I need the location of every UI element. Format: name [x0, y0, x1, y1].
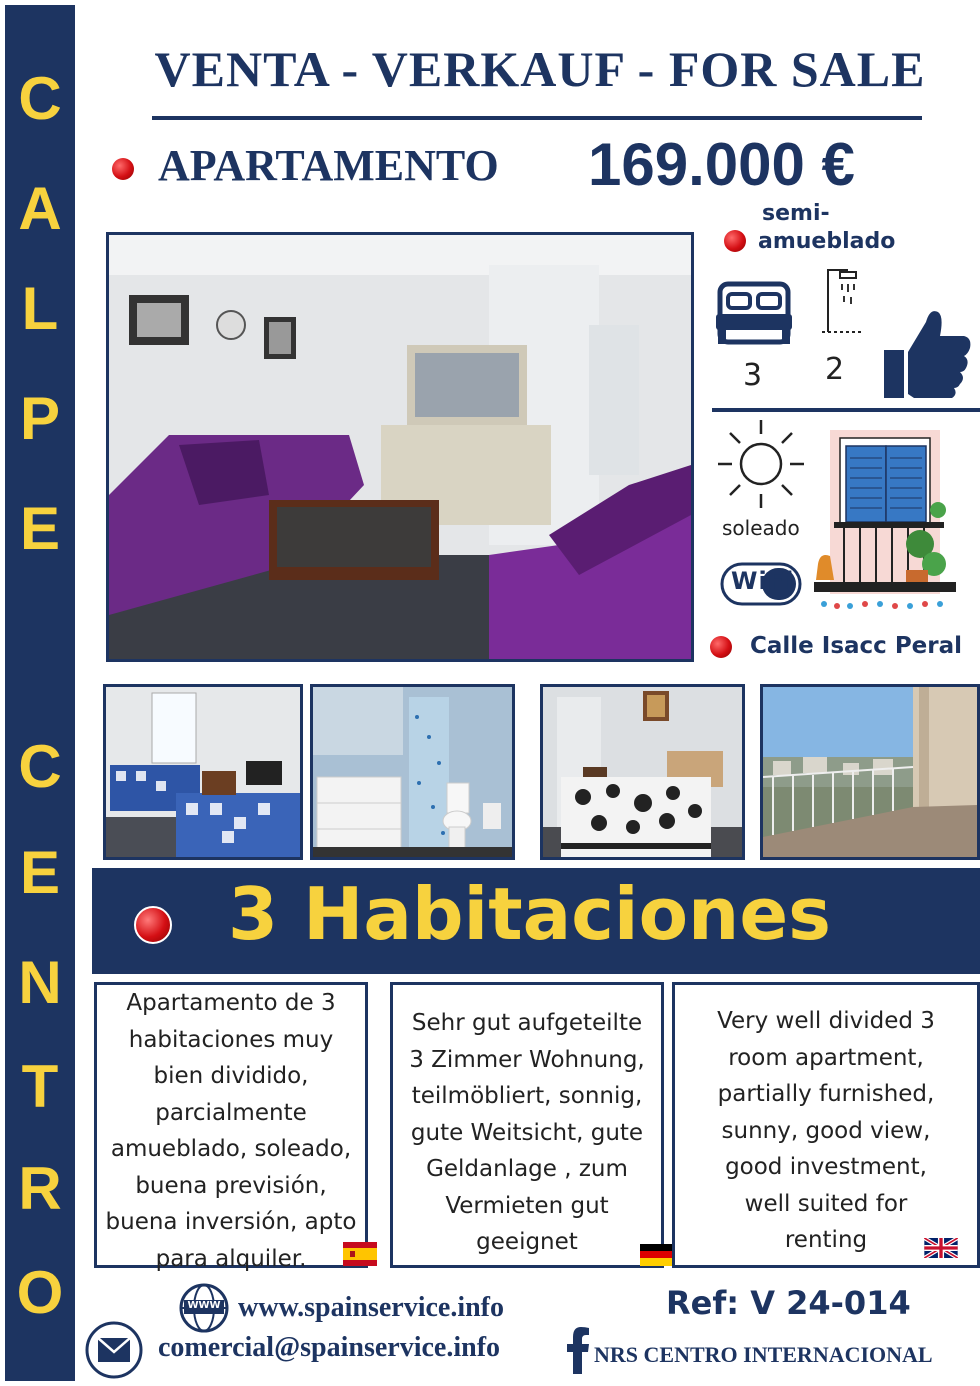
- property-type: APARTAMENTO: [158, 141, 499, 190]
- bullet-red-icon: [710, 636, 732, 658]
- description-line: 3 Zimmer Wohnung,: [409, 1046, 645, 1073]
- reference-number: Ref: V 24-014: [666, 1284, 911, 1322]
- description-line: bien dividido,: [153, 1063, 309, 1089]
- sidebar-letter: A: [18, 175, 62, 242]
- bullet-red-icon: [134, 906, 172, 944]
- description-line: buena previsión,: [135, 1172, 327, 1199]
- spain-flag-icon: [343, 1242, 377, 1270]
- street-address: Calle Isacc Peral: [750, 633, 963, 659]
- bathrooms-count: 2: [825, 352, 845, 387]
- description-line: well suited for: [744, 1190, 908, 1217]
- page-title: VENTA - VERKAUF - FOR SALE: [154, 41, 926, 97]
- description-en: [672, 982, 980, 1268]
- description-line: habitaciones muy: [128, 1026, 334, 1053]
- bullet-red-icon: [112, 158, 134, 180]
- description-line: geeignet: [476, 1229, 578, 1255]
- main-photo-living-room: [106, 232, 694, 662]
- wifi-label: WiFi: [731, 567, 795, 595]
- sidebar-letter: C: [18, 65, 62, 132]
- sidebar-letter: R: [18, 1155, 62, 1222]
- description-line: buena inversión, apto: [105, 1209, 357, 1235]
- germany-flag-icon: [640, 1244, 674, 1270]
- description-line: parcialmente: [155, 1099, 307, 1126]
- sidebar-calpe-centro: [5, 5, 75, 1381]
- bedrooms-count: 3: [743, 358, 763, 393]
- description-line: Sehr gut aufgeteilte: [411, 1010, 643, 1036]
- sidebar-letter: E: [19, 495, 61, 562]
- furnishing-line: amueblado: [758, 229, 896, 254]
- description-line: amueblado, soleado,: [110, 1136, 352, 1162]
- description-line: Very well divided 3: [717, 1008, 935, 1034]
- description-line: partially furnished,: [717, 1081, 935, 1107]
- sun-icon: [716, 418, 806, 514]
- shower-icon: [818, 264, 866, 338]
- sidebar-letter: L: [21, 275, 59, 342]
- description-de: [390, 982, 664, 1268]
- description-line: room apartment,: [728, 1044, 924, 1071]
- bullet-red-icon: [724, 230, 746, 252]
- balcony-illustration: [810, 424, 960, 618]
- description-line: teilmöbliert, sonnig,: [411, 1083, 643, 1109]
- sidebar-letter: O: [16, 1259, 64, 1326]
- email-icon: [84, 1320, 144, 1384]
- title-divider: [152, 116, 922, 120]
- website-link[interactable]: www.spainservice.info: [238, 1292, 504, 1323]
- photo-bedroom-twin: [103, 684, 303, 860]
- description-line: renting: [784, 1227, 868, 1253]
- facebook-icon: [566, 1326, 590, 1378]
- description-es: [94, 982, 368, 1272]
- description-line: Vermieten gut: [445, 1192, 609, 1219]
- sidebar-letter: E: [19, 839, 61, 906]
- features-divider: [712, 408, 980, 412]
- description-line: Geldanlage , zum: [426, 1156, 628, 1182]
- furnishing-line: semi-: [762, 201, 830, 226]
- uk-flag-icon: [924, 1238, 958, 1262]
- description-line: sunny, good view,: [721, 1117, 931, 1144]
- facebook-page-name[interactable]: NRS CENTRO INTERNACIONAL: [594, 1342, 933, 1367]
- description-line: Apartamento de 3: [126, 990, 336, 1016]
- sidebar-letter: P: [19, 385, 61, 452]
- description-line: para alquiler.: [155, 1245, 307, 1272]
- sidebar-letter: C: [18, 733, 62, 800]
- bed-icon: [714, 280, 794, 350]
- price: 169.000 €: [588, 131, 855, 198]
- sunny-label: soleado: [722, 516, 800, 540]
- description-line: good investment,: [725, 1154, 927, 1180]
- photo-balcony-view: [760, 684, 980, 860]
- photo-bathroom: [310, 684, 515, 860]
- email-link[interactable]: comercial@spainservice.info: [158, 1332, 501, 1363]
- description-line: gute Weitsicht, gute: [410, 1119, 644, 1146]
- sidebar-letter: N: [18, 949, 62, 1016]
- furnishing-label: [758, 200, 896, 256]
- globe-www-badge: WWW: [187, 1300, 221, 1311]
- thumbs-up-icon: [882, 306, 972, 404]
- photo-bedroom-double: [540, 684, 745, 860]
- rooms-banner-text: 3 Habitaciones: [228, 872, 831, 956]
- sidebar-letter: T: [21, 1053, 59, 1120]
